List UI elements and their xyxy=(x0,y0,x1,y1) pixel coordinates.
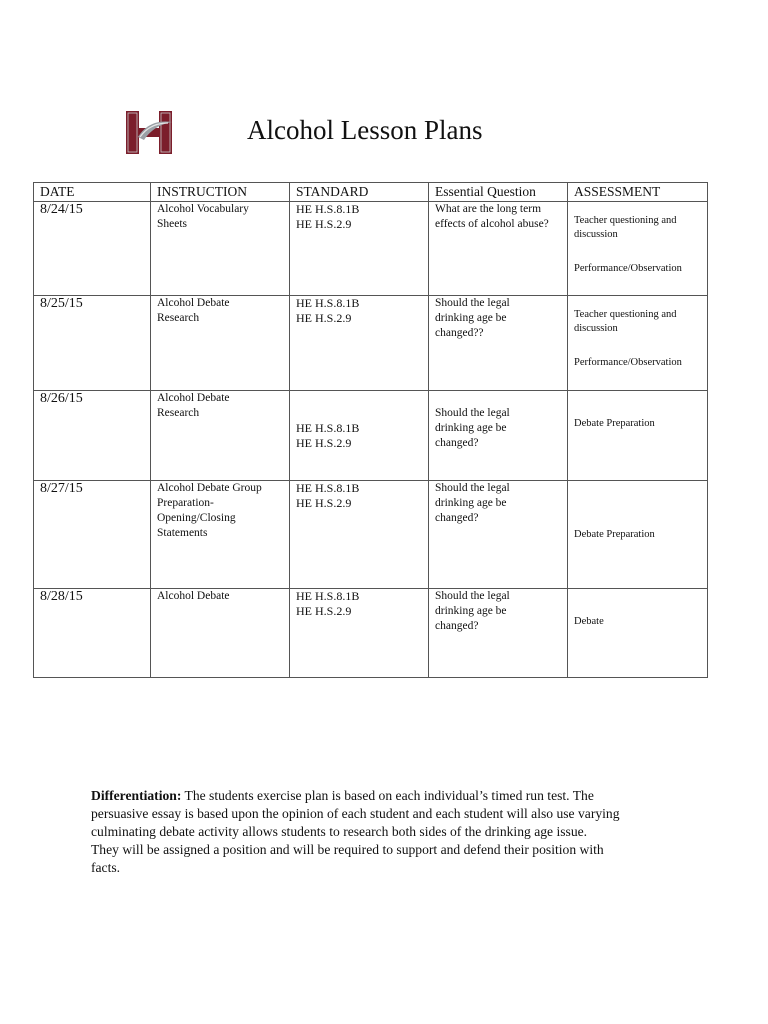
differentiation-line: They will be assigned a position and will be required to support and defend their position with xyxy=(91,842,604,857)
standard-line: HE H.S.8.1B xyxy=(296,589,360,603)
table-row xyxy=(34,391,708,481)
question-line: effects of alcohol abuse? xyxy=(435,218,549,230)
instruction-line: Alcohol Debate xyxy=(157,590,230,602)
standard-cell xyxy=(290,481,429,589)
page-title: Alcohol Lesson Plans xyxy=(247,115,483,145)
column-header-instruction: INSTRUCTION xyxy=(151,183,290,202)
standard-cell xyxy=(290,589,429,678)
table-header-row xyxy=(34,183,708,202)
question-line: changed?? xyxy=(435,327,484,339)
column-header-assessment: ASSESSMENT xyxy=(568,183,708,202)
date-cell: 8/25/15 xyxy=(34,296,151,391)
standard-cell xyxy=(290,202,429,296)
table-row xyxy=(34,589,708,678)
question-line: Should the legal xyxy=(435,482,510,494)
assessment-line: Debate Preparation xyxy=(574,528,655,540)
date-cell: 8/28/15 xyxy=(34,589,151,678)
lesson-plan-table xyxy=(33,182,708,678)
assessment-line: Teacher questioning and discussion xyxy=(574,309,677,334)
instruction-line: Alcohol Debate xyxy=(157,392,230,404)
standard-line: HE H.S.2.9 xyxy=(296,217,352,231)
question-cell xyxy=(429,202,568,296)
question-line: changed? xyxy=(435,437,479,449)
assessment-line: Performance/Observation xyxy=(574,263,682,274)
standard-line: HE H.S.2.9 xyxy=(296,496,352,510)
instruction-cell xyxy=(151,202,290,296)
date-cell: 8/26/15 xyxy=(34,391,151,481)
question-line: Should the legal xyxy=(435,590,510,602)
differentiation-line: facts. xyxy=(91,860,121,875)
instruction-line: Alcohol Vocabulary xyxy=(157,203,249,215)
question-line: drinking age be xyxy=(435,605,507,617)
differentiation-line: culminating debate activity allows students to research both sides of the drinking age issue. xyxy=(91,824,588,839)
assessment-cell xyxy=(568,202,708,296)
standard-line: HE H.S.2.9 xyxy=(296,311,352,325)
question-line: changed? xyxy=(435,512,479,524)
instruction-line: Statements xyxy=(157,527,208,539)
instruction-line: Opening/Closing xyxy=(157,512,236,524)
question-line: drinking age be xyxy=(435,312,507,324)
question-cell xyxy=(429,481,568,589)
standard-line: HE H.S.8.1B xyxy=(296,481,360,495)
table-row xyxy=(34,481,708,589)
differentiation-label: Differentiation: xyxy=(91,788,182,803)
assessment-cell xyxy=(568,481,708,589)
instruction-line: Research xyxy=(157,312,200,324)
assessment-cell xyxy=(568,296,708,391)
table-row xyxy=(34,202,708,296)
school-h-logo-icon xyxy=(124,110,174,155)
assessment-cell xyxy=(568,391,708,481)
question-cell xyxy=(429,589,568,678)
instruction-line: Preparation- xyxy=(157,497,214,509)
assessment-line: Debate xyxy=(574,616,604,627)
standard-line: HE H.S.8.1B xyxy=(296,296,360,310)
differentiation-line: The students exercise plan is based on each individual’s timed run test. The xyxy=(184,788,594,803)
question-line: Should the legal xyxy=(435,297,510,309)
instruction-line: Alcohol Debate Group xyxy=(157,482,262,494)
assessment-line: Performance/Observation xyxy=(574,357,682,368)
instruction-line: Research xyxy=(157,407,200,419)
question-line: Should the legal xyxy=(435,407,510,419)
question-line: drinking age be xyxy=(435,422,507,434)
standard-line: HE H.S.8.1B xyxy=(296,202,360,216)
differentiation-paragraph xyxy=(91,787,691,877)
question-line: drinking age be xyxy=(435,497,507,509)
assessment-line: Debate Preparation xyxy=(574,418,655,429)
instruction-line: Alcohol Debate xyxy=(157,297,230,309)
column-header-date: DATE xyxy=(34,183,151,202)
question-line: What are the long term xyxy=(435,203,542,215)
question-cell xyxy=(429,391,568,481)
instruction-cell xyxy=(151,296,290,391)
assessment-line: Teacher questioning and discussion xyxy=(574,215,677,240)
standard-cell xyxy=(290,391,429,481)
differentiation-line: persuasive essay is based upon the opinion of each student and each student will also use varying xyxy=(91,806,620,821)
date-cell: 8/27/15 xyxy=(34,481,151,589)
column-header-essential-question: Essential Question xyxy=(429,183,568,202)
standard-line: HE H.S.2.9 xyxy=(296,435,352,450)
column-header-standard: STANDARD xyxy=(290,183,429,202)
instruction-cell xyxy=(151,481,290,589)
standard-line: HE H.S.8.1B xyxy=(296,420,360,435)
instruction-cell xyxy=(151,391,290,481)
assessment-cell xyxy=(568,589,708,678)
table-row xyxy=(34,296,708,391)
instruction-line: Sheets xyxy=(157,218,188,230)
standard-cell xyxy=(290,296,429,391)
question-line: changed? xyxy=(435,620,479,632)
question-cell xyxy=(429,296,568,391)
instruction-cell xyxy=(151,589,290,678)
standard-line: HE H.S.2.9 xyxy=(296,604,352,618)
date-cell: 8/24/15 xyxy=(34,202,151,296)
